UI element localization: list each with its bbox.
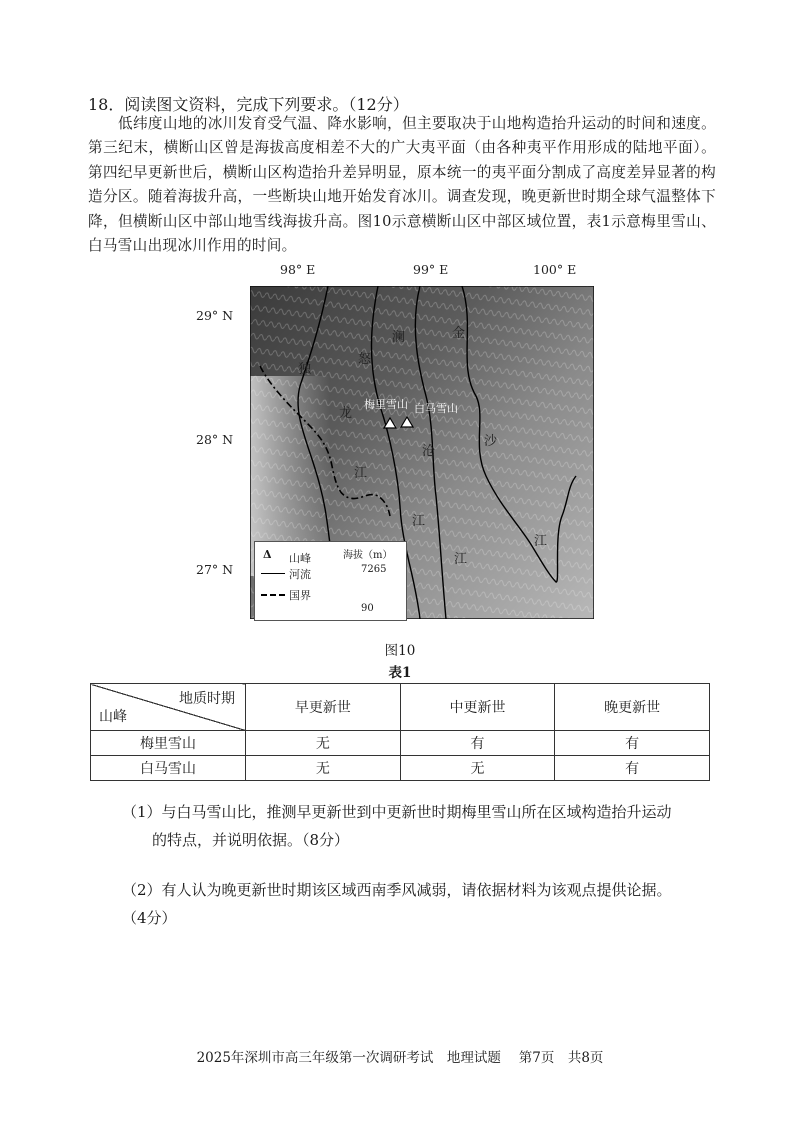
legend-elev-min: 90 <box>361 603 374 614</box>
legend-peak: 山峰 <box>289 552 311 565</box>
table-cell: 有 <box>400 731 555 756</box>
river-label-jinsha: 江 <box>534 534 548 549</box>
period-header: 早更新世 <box>246 684 401 731</box>
table-cell: 无 <box>246 731 401 756</box>
legend-elev-max: 7265 <box>361 564 387 575</box>
subquestion-2-line1: （2）有人认为晚更新世时期该区域西南季风减弱，请依据材料为该观点提供论据。 <box>122 881 672 899</box>
river-line-icon <box>261 573 285 574</box>
corner-top-label: 地质时期 <box>179 691 235 707</box>
lat-label: 29° N <box>196 308 234 323</box>
page-footer: 2025年深圳市高三年级第一次调研考试 地理试题 第7页 共8页 <box>196 1050 604 1066</box>
lon-label: 100° E <box>533 262 577 277</box>
question-header: 18．阅读图文资料，完成下列要求。（12分） <box>88 95 409 114</box>
table-header-row <box>91 684 710 731</box>
legend-border: 国界 <box>289 589 311 602</box>
table-row <box>91 731 710 756</box>
lat-label: 28° N <box>196 432 234 447</box>
lon-label: 98° E <box>280 262 316 277</box>
period-header: 中更新世 <box>400 684 555 731</box>
legend-river: 河流 <box>289 568 311 581</box>
question-paragraph: 低纬度山地的冰川发育受气温、降水影响，但主要取决于山地构造抬升运动的时间和速度。第三纪末，横断山区曾是海拔高度相差不大的广大夷平面（由各种夷平作用形成的陆地平面）。第四纪早更新世后，横断山区构造抬升差异明显，原本统一的夷平面分割成了高度差异显著的构造分区。随着海拔升高，一些断块山地开始发育冰川。调查发现，晚更新世时期全球气温整体下降，但横断山区中部山地雪线海拔升高。图10示意横断山区中部区域位置，表1示意梅里雪山、白马雪山出现冰川作用的时间。 <box>88 115 716 255</box>
table-cell: 无 <box>400 756 555 781</box>
peak-label-baima: 白马雪山 <box>414 402 458 415</box>
table-cell: 无 <box>246 756 401 781</box>
river-label-dulong: 龙 <box>339 406 353 421</box>
river-label-dulong: 江 <box>354 466 368 481</box>
table-cell: 有 <box>555 731 710 756</box>
corner-bottom-label: 山峰 <box>99 709 127 725</box>
glacier-table <box>90 683 710 781</box>
subquestion-1-line1: （1）与白马雪山比，推测早更新世到中更新世时期梅里雪山所在区域构造抬升运动 <box>122 803 672 821</box>
table-cell: 有 <box>555 756 710 781</box>
row-label: 梅里雪山 <box>91 731 246 756</box>
map-legend <box>254 541 407 621</box>
triangle-icon: Δ <box>263 548 272 561</box>
river-label-nu: 怒 <box>358 352 372 367</box>
river-label-lancang: 澜 <box>392 330 406 345</box>
legend-elev-title: 海拔（m） <box>343 550 393 561</box>
lat-label: 27° N <box>196 562 234 577</box>
river-label-jinsha: 金 <box>452 326 466 341</box>
river-label-lancang: 江 <box>454 552 468 567</box>
peak-label-meili: 梅里雪山 <box>364 398 408 411</box>
border-line-icon <box>261 594 285 596</box>
river-label-lancang: 沧 <box>422 444 436 459</box>
figure-caption: 图10 <box>384 643 416 659</box>
subquestion-2-line2: （4分） <box>122 909 177 927</box>
river-label-dulong: 独 <box>298 362 312 377</box>
lon-label: 99° E <box>413 262 449 277</box>
table-row <box>91 756 710 781</box>
row-label: 白马雪山 <box>91 756 246 781</box>
period-header: 晚更新世 <box>555 684 710 731</box>
river-label-jinsha: 沙 <box>484 434 498 449</box>
subquestion-1-line2: 的特点，并说明依据。（8分） <box>152 831 350 849</box>
table-title: 表1 <box>388 665 412 681</box>
river-label-nu: 江 <box>412 514 426 529</box>
table-corner-cell <box>91 684 246 731</box>
